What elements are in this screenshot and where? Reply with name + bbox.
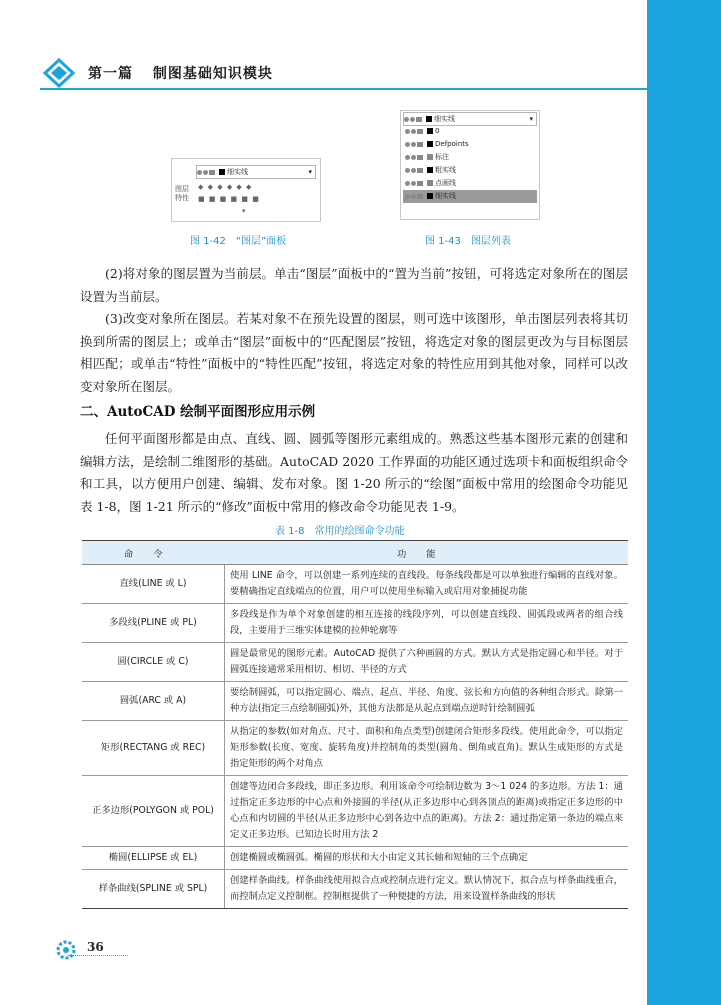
function-cell: 从指定的参数(如对角点、尺寸、面积和角点类型)创建闭合矩形多段线。使用此命令，可以指定矩形参数(长度、宽度、旋转角度)并控制角的类型(圆角、倒角或直角)。默认生成矩形的方式是指定矩形的两个对角点 — [225, 721, 629, 776]
sun-icon — [411, 129, 416, 134]
bulb-icon — [405, 181, 410, 186]
bulb-icon — [405, 129, 410, 134]
layer-item[interactable] — [403, 125, 537, 138]
panel-label — [175, 185, 189, 203]
layer-name: Defpoints — [435, 140, 469, 148]
table-row — [82, 721, 628, 776]
table-row — [82, 847, 628, 870]
bulb-icon — [404, 117, 409, 122]
layer-panel-figure — [171, 158, 321, 222]
header-rule — [40, 88, 647, 90]
lock-icon — [417, 142, 423, 147]
function-cell: 创建椭圆或椭圆弧。椭圆的形状和大小由定义其长轴和短轴的三个点确定 — [225, 847, 629, 870]
function-cell: 使用 LINE 命令，可以创建一系列连续的直线段。每条线段都是可以单独进行编辑的直线对象。要精确指定直线端点的位置，用户可以使用坐标输入或启用对象捕捉功能 — [225, 565, 629, 604]
layer-dropdown[interactable] — [196, 165, 316, 179]
command-cell: 多段线(PLINE 或 PL) — [82, 604, 225, 643]
sun-icon — [410, 117, 415, 122]
paragraph-intro: 任何平面图形都是由点、直线、圆、圆弧等图形元素组成的。熟悉这些基本图形元素的创建和编辑方法，是绘制二维图形的基础。AutoCAD 2020 工作界面的功能区通过选项卡和面板组织命令和工具，以方便用户创建、编辑、发布对象。图 1-20 所示的“绘图”面板中常用的绘图命令功能见表 1-8，图 1-21 所示的“修改”面板中常用的修改命令功能见表 1-9。 — [80, 431, 628, 514]
draw-command-table — [82, 540, 628, 909]
lock-icon — [417, 155, 423, 160]
layer-name: 0 — [435, 127, 440, 135]
sun-icon — [411, 142, 416, 147]
lock-icon — [416, 117, 422, 122]
panel-label-line2: 特性 — [175, 194, 189, 202]
function-cell: 创建样条曲线。样条曲线使用拟合点或控制点进行定义。默认情况下，拟合点与样条曲线重合，而控制点定义控制框。控制框提供了一种便捷的方法，用来设置样条曲线的形状 — [225, 870, 629, 909]
layer-name: 点画线 — [435, 179, 456, 187]
section-heading: 二、AutoCAD 绘制平面图形应用示例 — [80, 404, 316, 420]
layer-item[interactable] — [403, 177, 537, 190]
sun-icon — [411, 181, 416, 186]
color-swatch — [427, 180, 433, 186]
command-cell: 圆(CIRCLE 或 C) — [82, 643, 225, 682]
bulb-icon — [405, 168, 410, 173]
table-caption-number: 表 1-8 — [275, 526, 305, 537]
layer-item[interactable] — [403, 151, 537, 164]
bulb-icon — [405, 155, 410, 160]
page-number: 36 — [87, 940, 104, 954]
column-header-command: 命令 — [82, 541, 225, 565]
caption-text: “图层”面板 — [235, 236, 287, 247]
column-header-function: 功能 — [225, 541, 629, 565]
command-cell: 椭圆(ELLIPSE 或 EL) — [82, 847, 225, 870]
function-cell: 创建等边闭合多段线，即正多边形。利用该命令可绘制边数为 3～1 024 的多边形。方法 1：通过指定正多边形的中心点和外接圆的半径(从正多边形中心到各顶点的距离)或指定正多边形的中心点和内切圆的半径(从正多边形中心到各边中点的距离)。方法 2：通过指定第一条边的端点来定义正多边形。已知边长时用方法 2 — [225, 776, 629, 847]
lock-icon — [417, 168, 423, 173]
table-header-row — [82, 541, 628, 565]
command-cell: 直线(LINE 或 L) — [82, 565, 225, 604]
layer-name: 细实线 — [435, 192, 456, 200]
header-module: 制图基础知识模块 — [152, 66, 273, 82]
color-swatch — [427, 167, 433, 173]
table-row — [82, 870, 628, 909]
page-header — [40, 58, 640, 88]
layer-tool-row-2[interactable]: ■ ■ ■ ■ ■ ■ — [198, 195, 260, 203]
table-caption-text: 常用的绘图命令功能 — [314, 526, 405, 537]
panel-label-line1: 图层 — [175, 185, 189, 193]
bulb-icon — [197, 170, 202, 175]
caption-text: 图层列表 — [470, 236, 511, 247]
footer-dotted-line — [68, 955, 128, 956]
layer-item-selected[interactable] — [403, 190, 537, 203]
table-row — [82, 565, 628, 604]
lock-icon — [417, 194, 423, 199]
table-caption — [275, 522, 405, 537]
chevron-down-icon: ▾ — [308, 168, 312, 176]
table-row — [82, 682, 628, 721]
table-row — [82, 776, 628, 847]
figure-caption-1-43 — [425, 232, 511, 247]
lock-icon — [417, 181, 423, 186]
layer-tool-row-1[interactable]: ◆ ◆ ◆ ◆ ◆ ◆ — [198, 183, 253, 191]
command-cell: 样条曲线(SPLINE 或 SPL) — [82, 870, 225, 909]
lock-icon — [209, 170, 215, 175]
layer-list-dropdown[interactable] — [403, 112, 537, 126]
paragraph-set-current: (2)将对象的图层置为当前层。单击“图层”面板中的“置为当前”按钮，可将选定对象所在的图层设置为当前层。 — [80, 266, 628, 304]
command-cell: 正多边形(POLYGON 或 POL) — [82, 776, 225, 847]
sun-icon — [411, 168, 416, 173]
sun-icon — [411, 194, 416, 199]
bulb-icon — [405, 142, 410, 147]
book-logo-icon — [42, 58, 76, 88]
table-row — [82, 643, 628, 682]
dropdown-value: 细实线 — [227, 168, 248, 176]
command-cell: 矩形(RECTANG 或 REC) — [82, 721, 225, 776]
gear-icon — [54, 938, 80, 962]
color-swatch — [427, 141, 433, 147]
function-cell: 多段线是作为单个对象创建的相互连接的线段序列，可以创建直线段、圆弧段或两者的组合线段，主要用于三维实体建模的拉伸轮廓等 — [225, 604, 629, 643]
layer-item[interactable] — [403, 138, 537, 151]
color-swatch — [427, 128, 433, 134]
command-cell: 圆弧(ARC 或 A) — [82, 682, 225, 721]
paragraph-change-layer: (3)改变对象所在图层。若某对象不在预先设置的图层，则可选中该图形，单击图层列表将其切换到所需的图层上；或单击“图层”面板中的“匹配图层”按钮，将选定对象的图层更改为与目标图层相匹配；或单击“特性”面板中的“特性匹配”按钮，将选定对象的特性应用到其他对象，同样可以改变对象所在图层。 — [80, 311, 628, 394]
function-cell: 要绘制圆弧，可以指定圆心、端点、起点、半径、角度、弦长和方向值的各种组合形式。除第一种方法(指定三点绘制圆弧)外，其他方法都是从起点到端点逆时针绘制圆弧 — [225, 682, 629, 721]
function-cell: 圆是最常见的图形元素。AutoCAD 提供了六种画圆的方式。默认方式是指定圆心和半径。对于圆弧连接通常采用相切、相切、半径的方式 — [225, 643, 629, 682]
color-swatch — [219, 169, 225, 175]
layer-list-figure — [400, 110, 540, 220]
dropdown-value: 细实线 — [434, 115, 455, 123]
layer-item[interactable] — [403, 164, 537, 177]
caption-number: 图 1-42 — [190, 236, 226, 247]
chevron-down-icon: ▾ — [529, 115, 533, 123]
color-swatch — [426, 116, 432, 122]
layer-name: 标注 — [435, 153, 449, 161]
header-title — [88, 63, 273, 83]
color-swatch — [427, 154, 433, 160]
sun-icon — [411, 155, 416, 160]
header-part: 第一篇 — [88, 66, 133, 82]
panel-expand-icon[interactable]: ▾ — [242, 207, 247, 215]
layer-name: 粗实线 — [435, 166, 456, 174]
side-color-bar — [647, 0, 721, 1005]
lock-icon — [417, 129, 423, 134]
color-swatch — [427, 193, 433, 199]
caption-number: 图 1-43 — [425, 236, 461, 247]
page-footer — [54, 938, 144, 968]
sun-icon — [203, 170, 208, 175]
layer-list — [403, 125, 537, 203]
bulb-icon — [405, 194, 410, 199]
figure-caption-1-42 — [190, 232, 286, 247]
table-row — [82, 604, 628, 643]
